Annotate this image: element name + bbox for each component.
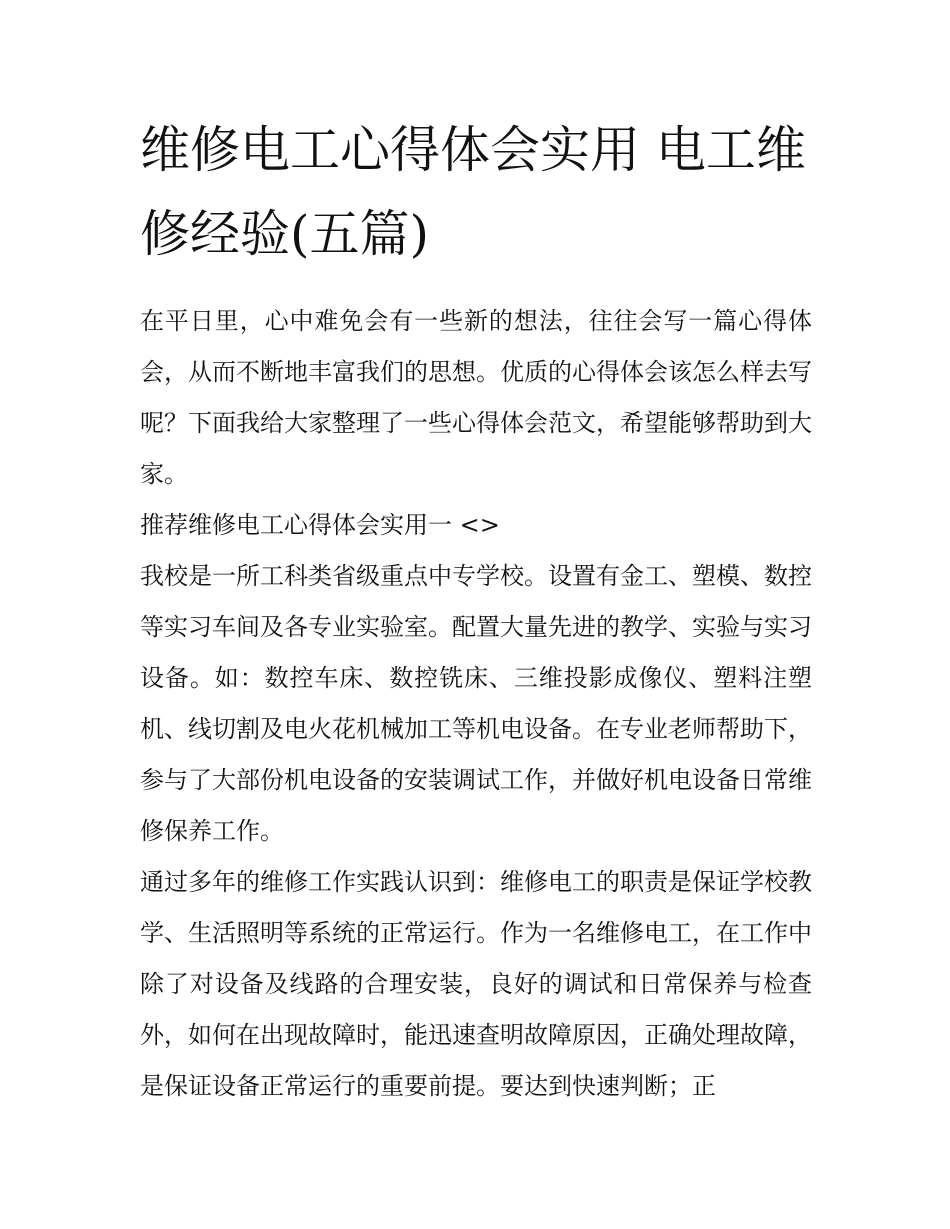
section-heading: 推荐维修电工心得体会实用一 <>: [140, 511, 500, 539]
document-title: 维修电工心得体会实用 电工维修经验(五篇): [140, 121, 806, 263]
body-paragraph: 我校是一所工科类省级重点中专学校。设置有金工、塑模、数控等实习车间及各专业实验室。配置大量先进的教学、实验与实习设备。如：数控车床、数控铣床、三维投影成像仪、塑料注塑机、线切割及电火花机械加工等机电设备。在专业老师帮助下，参与了大部份机电设备的安装调试工作，并做好机电设备日常维修保养工作。: [140, 562, 812, 845]
document-body: [140, 296, 812, 1112]
document-page: [140, 108, 812, 1112]
body-paragraph: 通过多年的维修工作实践认识到：维修电工的职责是保证学校教学、生活照明等系统的正常运行。作为一名维修电工，在工作中除了对设备及线路的合理安装，良好的调试和日常保养与检查外，如何在出现故障时，能迅速查明故障原因，正确处理故障，是保证设备正常运行的重要前提。要达到快速判断；正: [140, 868, 812, 1100]
intro-paragraph: 在平日里，心中难免会有一些新的想法，往往会写一篇心得体会，从而不断地丰富我们的思想。优质的心得体会该怎么样去写呢？下面我给大家整理了一些心得体会范文，希望能够帮助到大家。: [140, 307, 812, 488]
